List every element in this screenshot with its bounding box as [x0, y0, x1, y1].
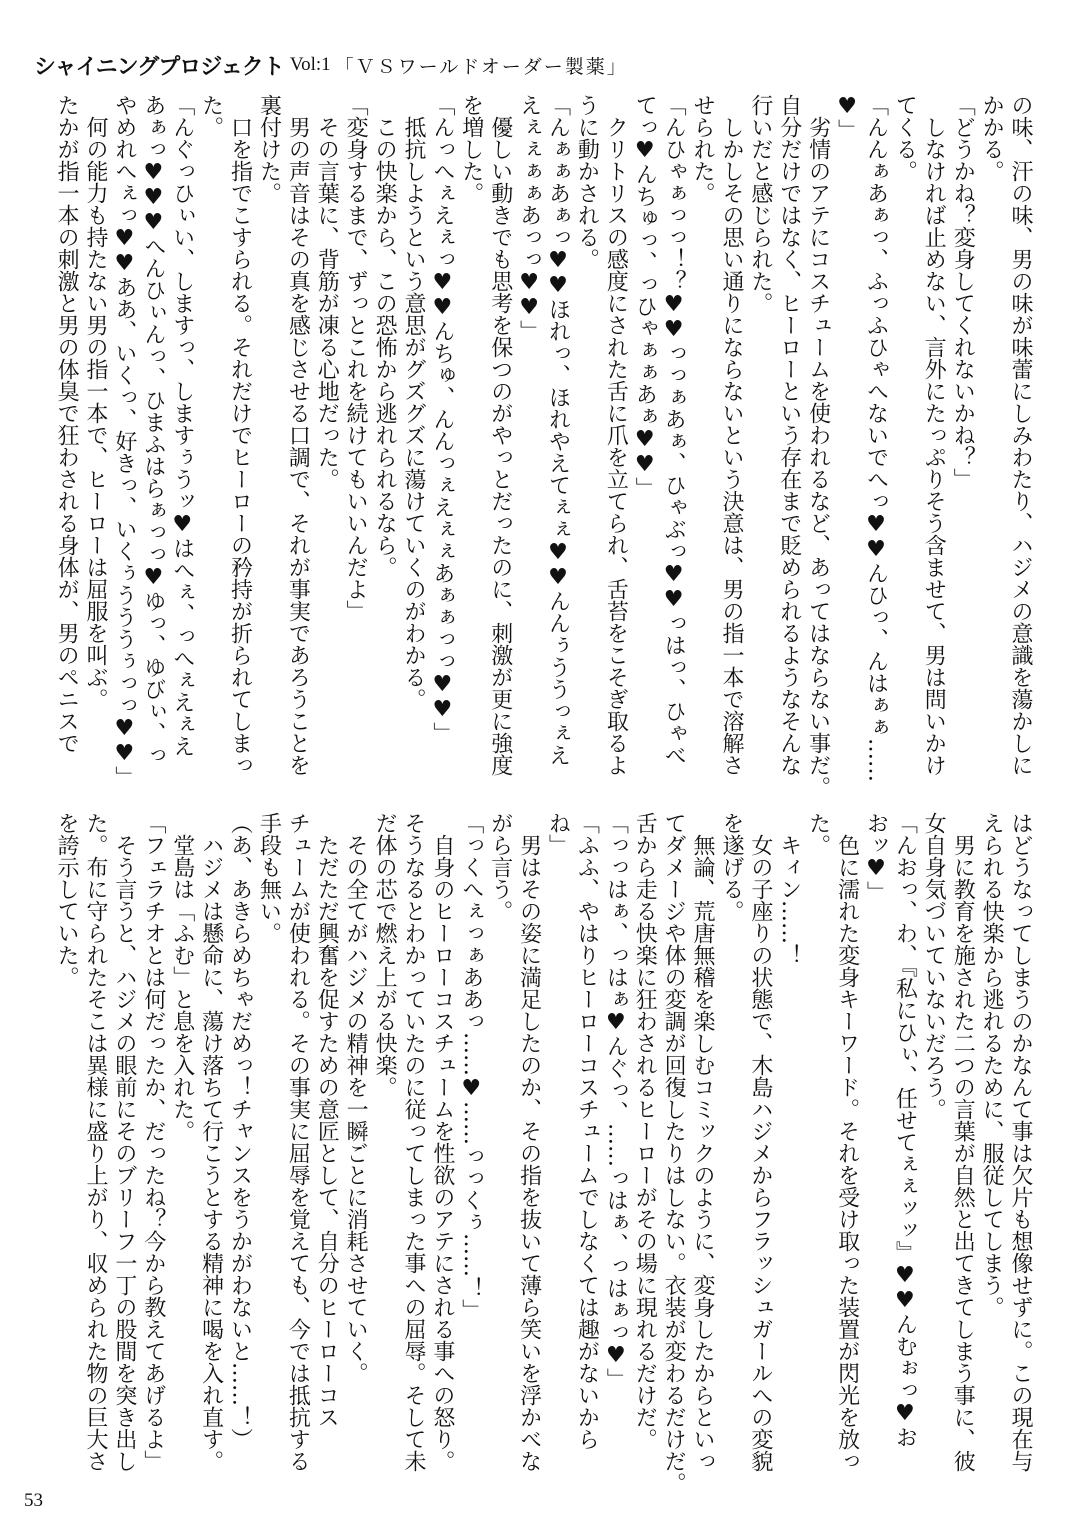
text-column: えぇぇぁぁあっっ♥♥」	[516, 94, 542, 342]
text-column: この快楽から、この恐怖から逃れられるなら。	[372, 94, 398, 578]
text-column: （あ、あきらめちゃだめっ！チャンスをうかがわないと……！）	[227, 812, 253, 1450]
text-column: せられた。	[690, 94, 716, 204]
text-column: 「どうかね？変身してくれないかね？」	[950, 94, 976, 490]
text-column: 「っっはぁ、っはぁ♥んぐっ、……っはぁ、っはぁっ♥」	[603, 812, 629, 1390]
text-column: うに動かされる。	[574, 94, 600, 270]
volume-label: Vol:1	[289, 54, 331, 75]
running-header	[34, 48, 628, 82]
text-column: 優しい動きでも思考を保つのがやっとだったのに、刺激が更に強度	[487, 94, 513, 776]
text-column: 男の声音はその真を感じさせる口調で、それが事実であろうことを	[285, 94, 311, 776]
text-column: の味、汗の味、男の味が味蕾にしみわたり、ハジメの意識を蕩かしに	[1008, 94, 1033, 776]
text-column: はどうなってしまうのかなんて事は欠片も想像せずに。この現在与	[1008, 812, 1033, 1472]
text-column: たかが指一本の刺激と男の体臭で狂わされる身体が、男のペニスで	[54, 94, 80, 754]
text-tier-upper	[51, 94, 1034, 798]
text-column: ただただ興奮を促すための意匠として、自分のヒーローコス	[314, 812, 340, 1428]
text-column: 色に濡れた変身キーワード。それを受け取った装置が閃光を放っ	[834, 812, 860, 1472]
text-column: 「んぐっひぃい、しますっ、しますぅうッ♥はへぇ、っへぇえぇえ	[169, 94, 195, 757]
text-column: 「んんぁあぁっ、ふっふひゃへないでへっ♥♥んひっ、んはぁぁ……	[863, 94, 889, 782]
text-column: その言葉に、背筋が凍る心地だった。	[314, 94, 340, 490]
text-column: 手段も無い。	[256, 812, 282, 944]
text-column: キィン……！	[776, 812, 802, 966]
text-column: 「んひゃぁっっ！？♥♥っっぁあぁ、ひゃぶっ♥♥っはっ、ひゃべ	[661, 94, 687, 766]
text-column: その全てがハジメの精神を一瞬ごとに消耗させていく。	[343, 812, 369, 1384]
text-column: 「っくへぇっぁああっ……♥……っっくぅ……！」	[458, 812, 484, 1321]
text-column: 無論、荒唐無稽を楽しむコミックのように、変身したからといっ	[690, 812, 716, 1472]
text-column: た。	[198, 94, 224, 138]
text-column: 女自身気づいていないだろう。	[921, 812, 947, 1120]
series-logo: シャイニングプロジェクト	[34, 54, 284, 80]
text-column: やめれへぇっ♥♥ああ、いくっ、好きっ、いくぅうううぅっっ♥♥」	[111, 94, 137, 788]
text-column: がら言う。	[487, 812, 513, 922]
text-column: 「んっへぇえぇっ♥♥んちゅ、んんっぇえぇぇあぁぁっっ♥♥」	[429, 94, 455, 744]
text-column: てっ♥んちゅっ、っひゃぁぁあぁ♥♥」	[632, 94, 658, 499]
text-column: そう言うと、ハジメの眼前にそのブリーフ一丁の股間を突き出し	[111, 812, 137, 1472]
text-column: 劣情のアテにコスチュームを使われるなど、あってはならない事だ。	[805, 94, 831, 798]
text-column: だ体の芯で燃え上がる快楽。	[372, 812, 398, 1098]
text-column: た。	[805, 812, 831, 856]
text-column: 女の子座りの状態で、木島ハジメからフラッシュガールへの変貌	[747, 812, 773, 1472]
text-column: チュームが使われる。その事実に屈辱を覚えても、今では抵抗する	[285, 812, 311, 1472]
text-column: 何の能力も持たない男の指一本で、ヒーローは屈服を叫ぶ。	[83, 94, 108, 710]
text-column: しかしその思い通りにならないという決意は、男の指一本で溶解さ	[718, 94, 744, 776]
text-column: 自分だけではなく、ヒーローという存在まで貶められるようなそんな	[776, 94, 802, 776]
text-column: ね」	[545, 812, 571, 856]
text-column: てくる。	[892, 94, 918, 182]
text-column: 裏付けた。	[256, 94, 282, 204]
page-number: 53	[24, 1490, 43, 1511]
text-column: 「フェラチオとは何だったか、だったね？今から教えてあげるよ」	[140, 812, 166, 1472]
text-column: 「ふふ、やはりヒーローコスチュームでしなくては趣がないから	[574, 812, 600, 1450]
text-column: を誇示していた。	[54, 812, 80, 988]
text-column: を増した。	[458, 94, 484, 204]
text-column: 「変身するまで、ずっとこれを続けてもいいんだよ」	[343, 94, 369, 622]
text-column: 堂島は「ふむ」と息を入れた。	[169, 812, 195, 1142]
text-column: おッ♥」	[863, 812, 889, 903]
text-column: ♥」	[834, 94, 860, 141]
chapter-subtitle: 「ＶＳワールドオーダー製薬」	[334, 55, 628, 78]
text-column: 男はその姿に満足したのか、その指を抜いて薄ら笑いを浮かべな	[516, 812, 542, 1472]
text-column: 口を指でこすられる。それだけでヒーローの矜持が折られてしまっ	[227, 94, 253, 776]
text-column: あぁっ♥♥♥へんひぃんっ、ひまふはらぁっっ♥ゆっ、ゆびぃ、っ	[140, 94, 166, 766]
text-column: 舌から走る快楽に狂わされるヒーローがその場に現れるだけだ。	[632, 812, 658, 1450]
text-column: た。布に守られたそこは異様に盛り上がり、収められた物の巨大さ	[83, 812, 108, 1472]
text-column: 行いだと感じられた。	[747, 94, 773, 314]
text-tier-lower	[51, 812, 1034, 1494]
text-column: 抵抗しようという意思がグズグズに蕩けていくのがわかる。	[400, 94, 426, 710]
text-column: えられる快楽から逃れるために、服従してしまう。	[979, 812, 1005, 1318]
text-column: を遂げる。	[718, 812, 744, 922]
text-column: ハジメは懸命に、蕩け落ちて行こうとする精神に喝を入れ直す。	[198, 812, 224, 1472]
text-column: 「んぁぁあぁっ♥♥ほれっ、ほれやえてぇぇ♥♥んんぅううっぇえ	[545, 94, 571, 766]
text-column: クリトリスの感度にされた舌に爪を立てられ、舌苔をこそぎ取るよ	[603, 94, 629, 776]
text-column: てダメージや体の変調が回復したりはしない。衣装が変わるだけだ。	[661, 812, 687, 1494]
text-column: 「んおっ、わ、『私にひぃ、任せてぇぇッッ』♥♥んむぉっ♥お	[892, 812, 918, 1448]
text-column: しなければ止めない、言外にたっぷりそう含ませて、男は問いかけ	[921, 94, 947, 776]
text-column: そうなるとわかっていたのに従ってしまった事への屈辱。そして未	[400, 812, 426, 1472]
text-column: 男に教育を施された二つの言葉が自然と出てきてしまう事に、彼	[950, 812, 976, 1472]
text-column: 自身のヒーローコスチュームを性欲のアテにされる事への怒り。	[429, 812, 455, 1472]
text-column: かかる。	[979, 94, 1005, 182]
